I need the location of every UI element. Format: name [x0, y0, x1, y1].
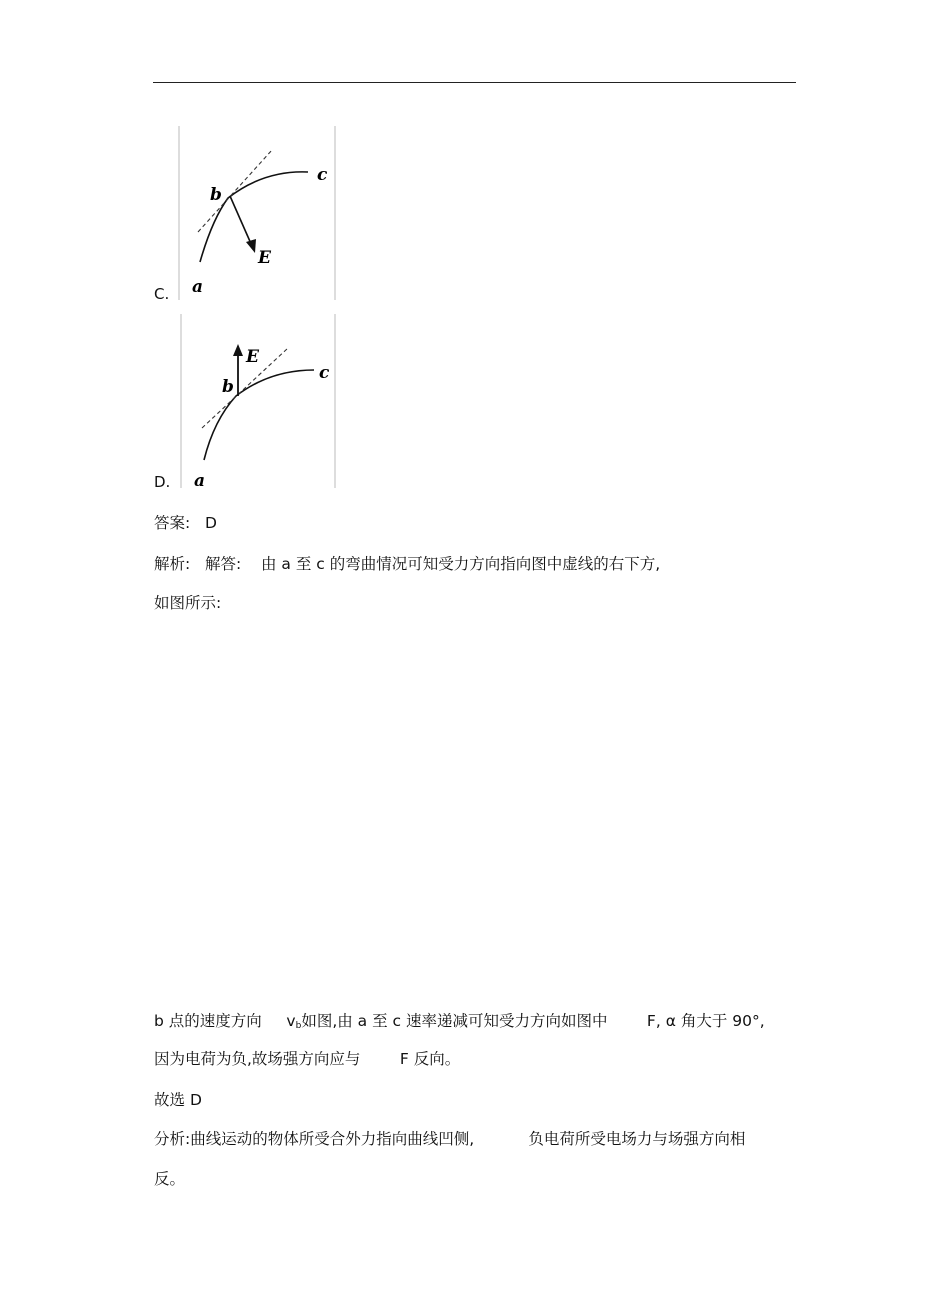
explanation-line2-start: 因为电荷为负,故场强方向应与: [154, 1050, 361, 1068]
option-d-tangent-dashed: [202, 348, 288, 428]
option-d-label: D.: [154, 473, 171, 491]
analysis-label: 解析:: [154, 555, 191, 573]
option-d-label-e: E: [246, 347, 259, 367]
option-c-label-a: a: [192, 277, 204, 297]
option-d-label-a: a: [194, 471, 206, 488]
option-c-label-c: c: [317, 165, 328, 185]
choice-line: [154, 1090, 202, 1110]
summary-line1-a: 曲线运动的物体所受合外力指向曲线凹侧,: [190, 1130, 475, 1148]
explanation-line1-end: 如图,由 a 至 c 速率递减可知受力方向如图中: [301, 1012, 608, 1030]
option-c-arrowhead: [246, 239, 256, 253]
answer-line: [154, 513, 217, 533]
option-d-label-c: c: [319, 363, 330, 383]
summary-line-1: [154, 1129, 745, 1149]
option-d-arrowhead: [233, 344, 243, 356]
summary-label: 分析:: [154, 1130, 191, 1148]
option-c-figure: [178, 126, 336, 300]
summary-line-2: 反。: [154, 1170, 186, 1188]
analysis-text: 由 a 至 c 的弯曲情况可知受力方向指向图中虚线的右下方,: [260, 555, 661, 573]
figure-caption: 如图所示:: [154, 594, 222, 612]
explanation-force-text: F, α 角大于 90°,: [646, 1012, 765, 1030]
explanation-line1-start: b 点的速度方向: [154, 1012, 262, 1030]
answer-label: 答案:: [154, 514, 191, 532]
option-d-curve: [204, 370, 314, 460]
option-d-label-b: b: [222, 377, 234, 397]
answer-value: D: [205, 514, 217, 532]
option-c-field-arrow: [230, 196, 252, 246]
velocity-symbol: $v_b$: [286, 1012, 302, 1031]
choice-value: D: [189, 1091, 202, 1109]
option-c-label: C.: [154, 285, 170, 303]
explanation-line-2: [154, 1049, 460, 1069]
option-c-label-e: E: [258, 248, 271, 268]
summary-line1-b: 负电荷所受电场力与场强方向相: [528, 1130, 746, 1148]
explanation-line-1: [154, 1011, 765, 1036]
header-rule: [153, 82, 796, 83]
explanation-line2-end: F 反向。: [399, 1050, 461, 1068]
option-d-figure: [178, 314, 336, 488]
analysis-prefix: 解答:: [205, 555, 242, 573]
choice-label: 故选: [154, 1091, 186, 1109]
option-c-label-b: b: [210, 185, 222, 205]
analysis-line: [154, 554, 660, 574]
